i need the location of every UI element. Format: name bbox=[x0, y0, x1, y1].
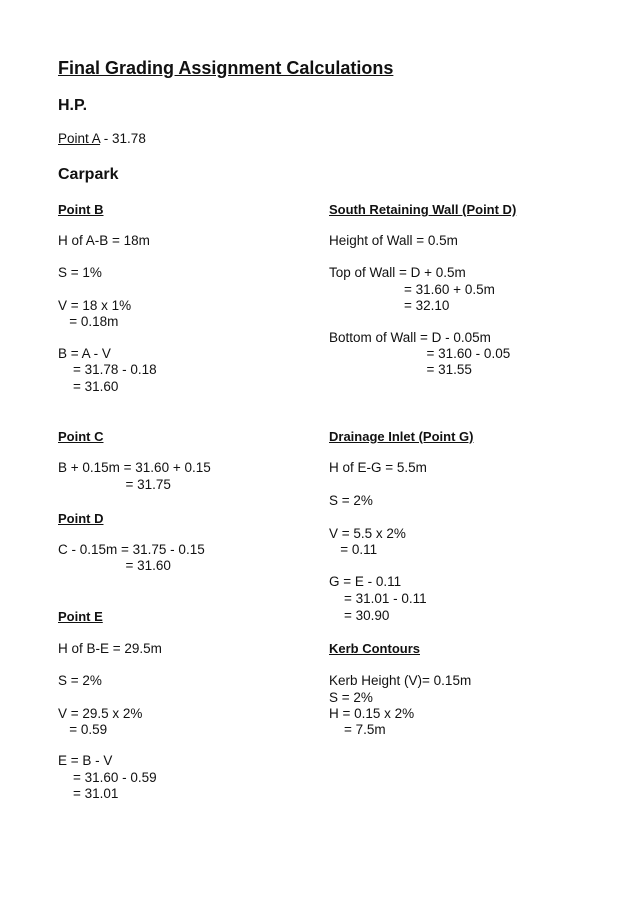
point-b-line: V = 18 x 1% bbox=[58, 298, 132, 313]
south-wall-line: Bottom of Wall = D - 0.05m bbox=[329, 330, 491, 345]
hp-heading: H.P. bbox=[58, 97, 88, 114]
point-b-line: B = A - V bbox=[58, 346, 111, 361]
point-e-line: = 31.01 bbox=[58, 786, 119, 801]
south-wall-line: Height of Wall = 0.5m bbox=[329, 233, 458, 248]
point-b-line: = 0.18m bbox=[58, 314, 119, 329]
point-e-line: = 0.59 bbox=[58, 722, 108, 737]
kerb-heading: Kerb Contours bbox=[329, 641, 420, 656]
point-b-line: = 31.78 - 0.18 bbox=[58, 362, 157, 377]
south-wall-line: = 31.55 bbox=[329, 362, 472, 377]
kerb-line: H = 0.15 x 2% bbox=[329, 706, 415, 721]
point-a-value: - 31.78 bbox=[100, 131, 146, 146]
point-c-heading: Point C bbox=[58, 429, 104, 444]
drainage-line: = 31.01 - 0.11 bbox=[329, 591, 427, 606]
point-b-heading: Point B bbox=[58, 202, 104, 217]
point-e-line: E = B - V bbox=[58, 753, 113, 768]
point-d-line: = 31.60 bbox=[58, 558, 171, 573]
point-b-line: S = 1% bbox=[58, 265, 102, 280]
south-wall-line: = 32.10 bbox=[329, 298, 450, 313]
point-b-line: H of A-B = 18m bbox=[58, 233, 150, 248]
point-e-heading: Point E bbox=[58, 609, 103, 624]
drainage-line: S = 2% bbox=[329, 493, 373, 508]
point-b-line: = 31.60 bbox=[58, 379, 119, 394]
page-title: Final Grading Assignment Calculations bbox=[58, 58, 394, 78]
carpark-heading: Carpark bbox=[58, 166, 119, 183]
point-d-line: C - 0.15m = 31.75 - 0.15 bbox=[58, 542, 205, 557]
hp-point-a bbox=[58, 131, 146, 147]
south-wall-line: Top of Wall = D + 0.5m bbox=[329, 265, 466, 280]
south-wall-heading: South Retaining Wall (Point D) bbox=[329, 202, 517, 217]
point-e-line: = 31.60 - 0.59 bbox=[58, 770, 157, 785]
kerb-line: = 7.5m bbox=[329, 722, 386, 737]
kerb-line: Kerb Height (V)= 0.15m bbox=[329, 673, 472, 688]
drainage-line: = 0.11 bbox=[329, 542, 378, 557]
drainage-line: H of E-G = 5.5m bbox=[329, 460, 427, 475]
point-d-heading: Point D bbox=[58, 511, 104, 526]
drainage-line: = 30.90 bbox=[329, 608, 390, 623]
kerb-line: S = 2% bbox=[329, 690, 373, 705]
drainage-line: V = 5.5 x 2% bbox=[329, 526, 406, 541]
point-c-line: = 31.75 bbox=[58, 477, 171, 492]
point-e-line: V = 29.5 x 2% bbox=[58, 706, 143, 721]
point-a-label: Point A bbox=[58, 131, 101, 146]
south-wall-line: = 31.60 + 0.5m bbox=[329, 282, 495, 297]
point-e-line: H of B-E = 29.5m bbox=[58, 641, 162, 656]
drainage-line: G = E - 0.11 bbox=[329, 574, 402, 589]
point-c-line: B + 0.15m = 31.60 + 0.15 bbox=[58, 460, 211, 475]
south-wall-line: = 31.60 - 0.05 bbox=[329, 346, 511, 361]
drainage-heading: Drainage Inlet (Point G) bbox=[329, 429, 474, 444]
point-e-line: S = 2% bbox=[58, 673, 102, 688]
